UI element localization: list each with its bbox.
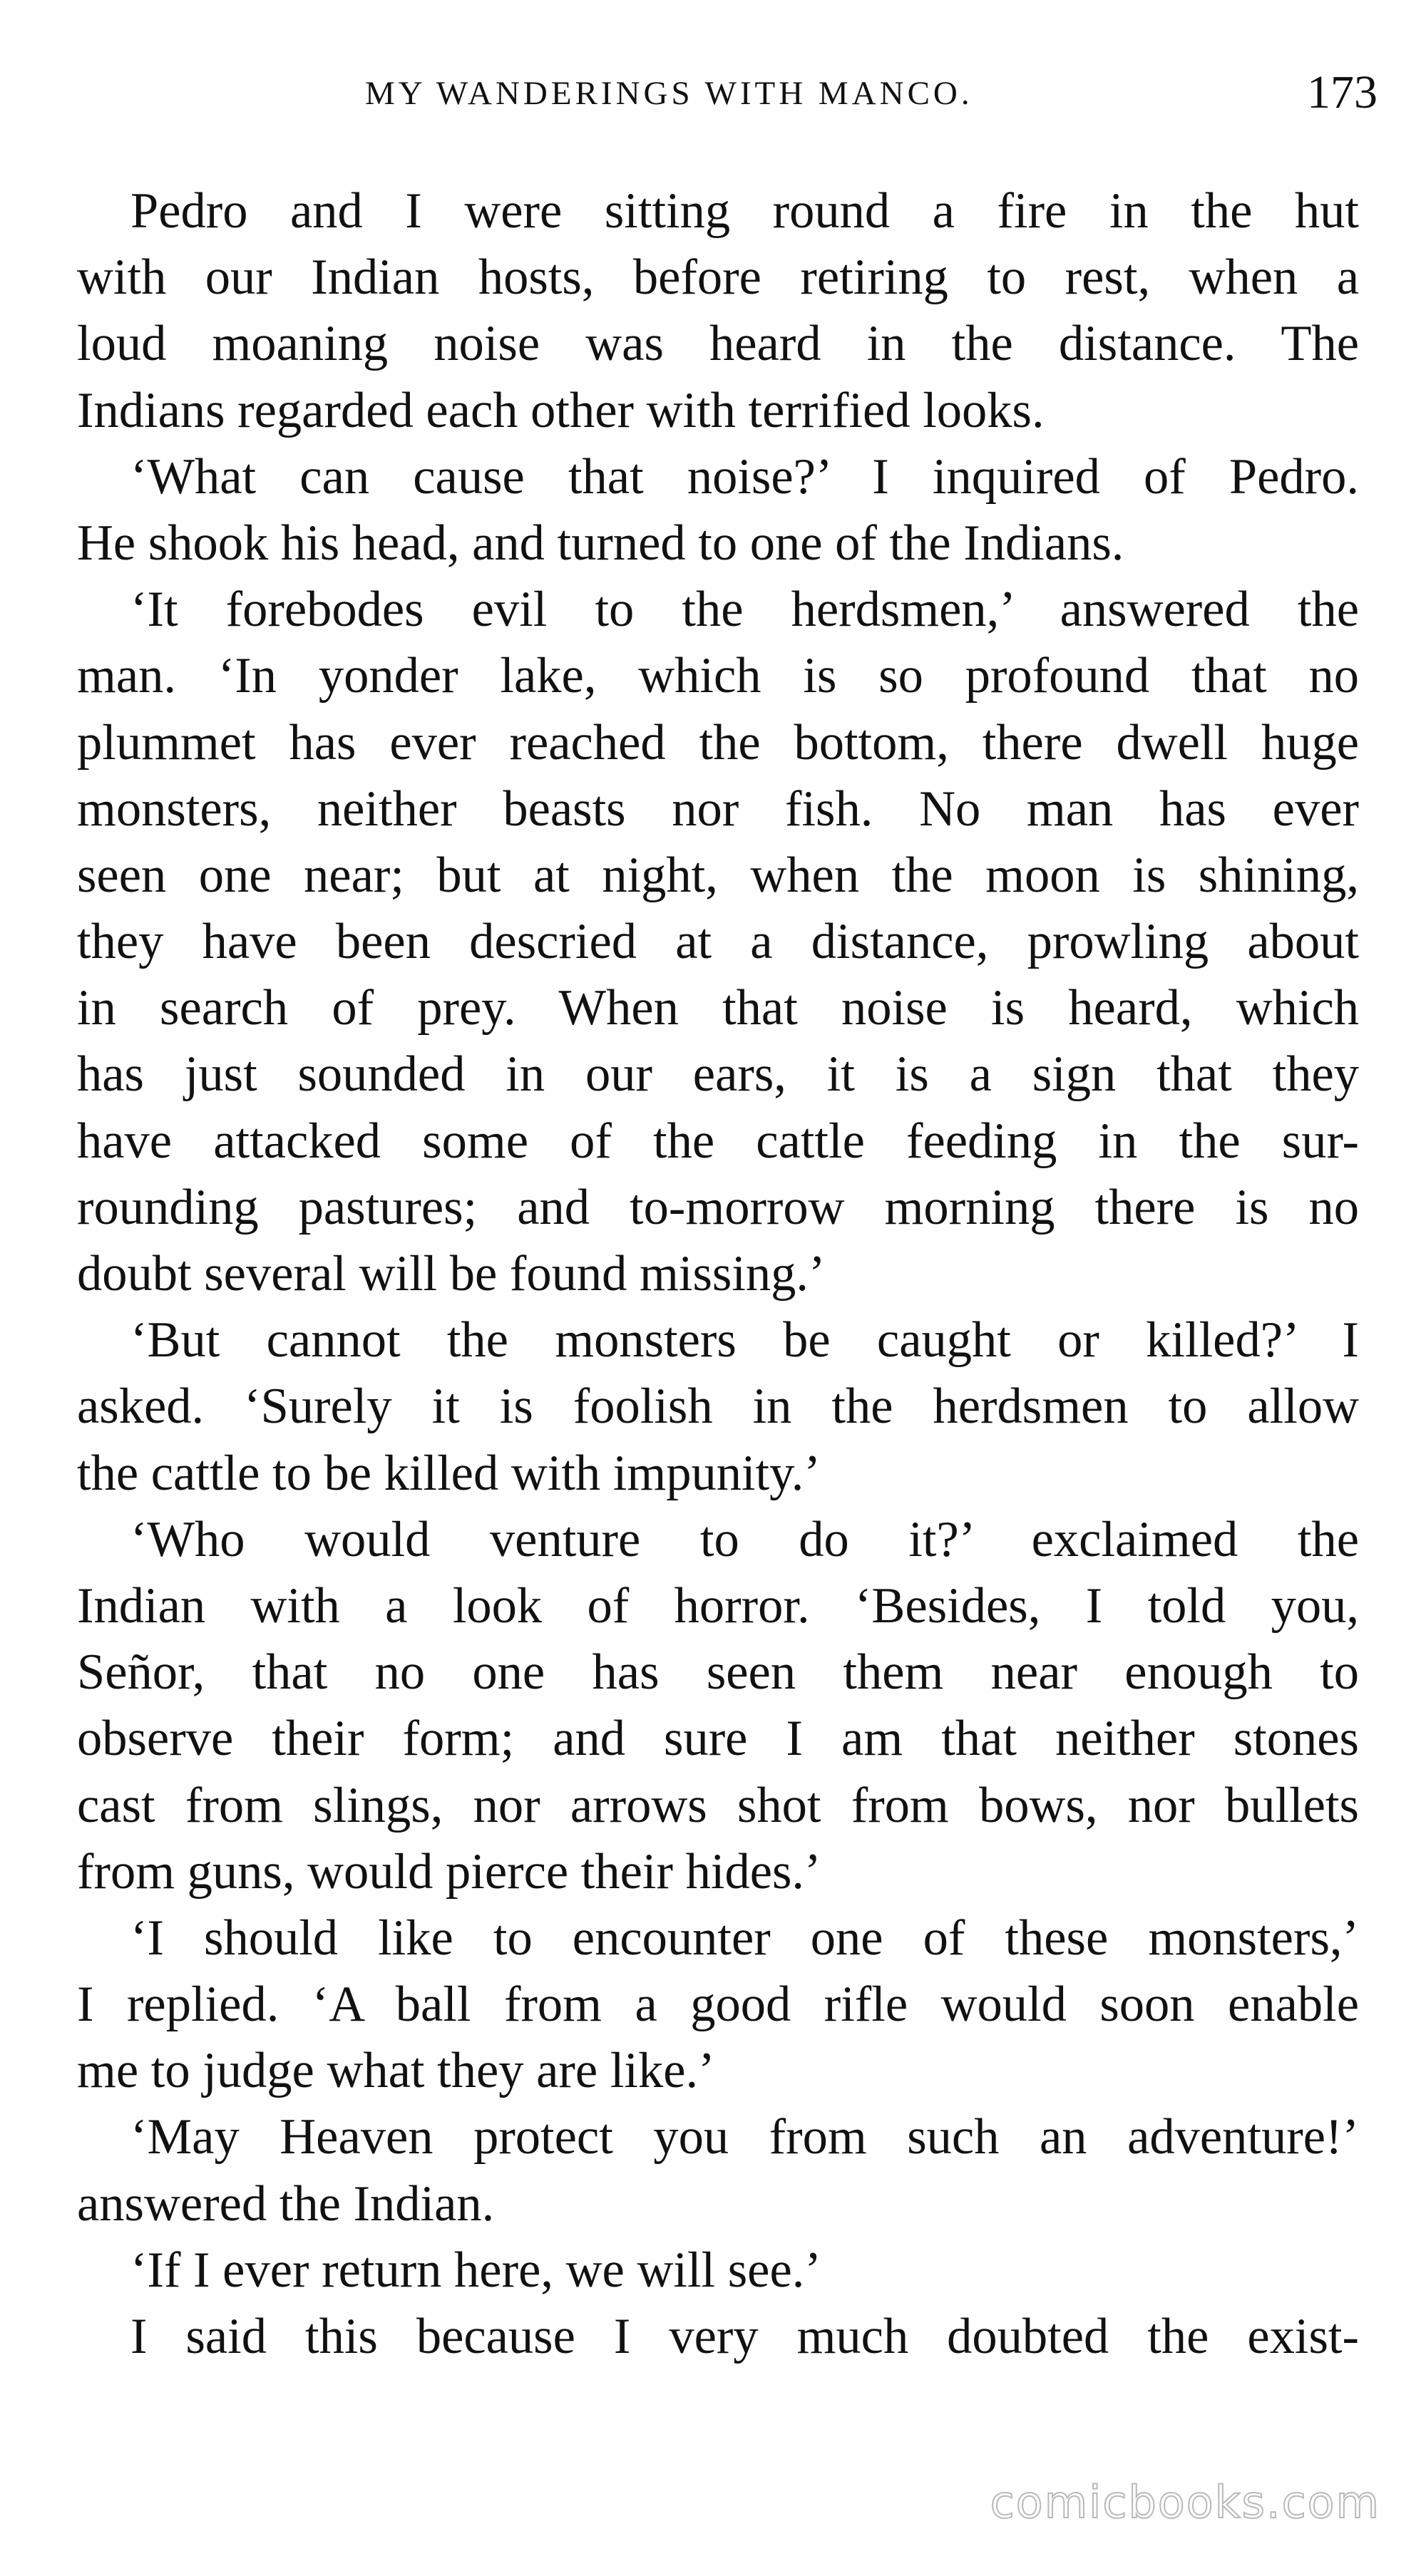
text-line: me to judge what they are like.’	[77, 2043, 715, 2099]
text-line: I replied. ‘A ball from a good rifle would soon enable	[77, 1977, 1359, 2033]
text-line: plummet has ever reached the bottom, there dwell huge	[77, 714, 1359, 771]
text-line: answered the Indian.	[77, 2175, 495, 2232]
text-line: from guns, would pierce their hides.’	[77, 1843, 821, 1900]
text-line: seen one near; but at night, when the moon is shining,	[77, 847, 1359, 903]
text-line: loud moaning noise was heard in the distance. The	[77, 316, 1359, 372]
text-line: ‘What can cause that noise?’ I inquired of Pedro.	[130, 448, 1359, 505]
watermark: comicbooks.com	[990, 2476, 1380, 2528]
text-line: I said this because I very much doubted the exist-	[130, 2309, 1359, 2364]
text-line: asked. ‘Surely it is foolish in the herdsmen to allow	[77, 1379, 1359, 1435]
text-line: monsters, neither beasts nor fish. No man has ever	[77, 780, 1359, 837]
text-line: ‘But cannot the monsters be caught or killed?’ I	[130, 1312, 1359, 1369]
text-line: Pedro and I were sitting round a fire in the hut	[130, 183, 1359, 239]
text-line: the cattle to be killed with impunity.’	[77, 1445, 821, 1501]
body-text	[77, 178, 1359, 2370]
running-head: MY WANDERINGS WITH MANCO.	[365, 75, 973, 112]
text-line: ‘Who would venture to do it?’ exclaimed the	[130, 1511, 1359, 1567]
text-line: He shook his head, and turned to one of the Indians.	[77, 515, 1124, 571]
text-line: Señor, that no one has seen them near enough to	[77, 1644, 1359, 1701]
text-line: has just sounded in our ears, it is a sign that they	[77, 1046, 1359, 1103]
text-line: ‘If I ever return here, we will see.’	[130, 2242, 821, 2298]
text-line: ‘It forebodes evil to the herdsmen,’ answered the	[130, 582, 1359, 638]
text-line: doubt several will be found missing.’	[77, 1246, 826, 1302]
text-line: ‘May Heaven protect you from such an adventure!’	[130, 2109, 1359, 2165]
text-line: observe their form; and sure I am that neither stones	[77, 1711, 1359, 1767]
page-number: 173	[1307, 66, 1378, 118]
page-header	[365, 66, 1378, 130]
text-line: Indian with a look of horror. ‘Besides, I told you,	[77, 1577, 1359, 1634]
text-line: man. ‘In yonder lake, which is so profound that no	[77, 648, 1359, 704]
text-line: they have been descried at a distance, prowling about	[77, 914, 1359, 970]
text-line: in search of prey. When that noise is heard, which	[77, 980, 1359, 1036]
text-line: have attacked some of the cattle feeding in the sur-	[77, 1113, 1359, 1169]
text-line: rounding pastures; and to-morrow morning there is no	[77, 1179, 1359, 1235]
text-line: ‘I should like to encounter one of these monsters,’	[130, 1910, 1359, 1966]
text-line: with our Indian hosts, before retiring to rest, when a	[77, 249, 1359, 306]
text-line: Indians regarded each other with terrified looks.	[77, 382, 1045, 438]
text-line: cast from slings, nor arrows shot from bows, nor bullets	[77, 1777, 1359, 1833]
